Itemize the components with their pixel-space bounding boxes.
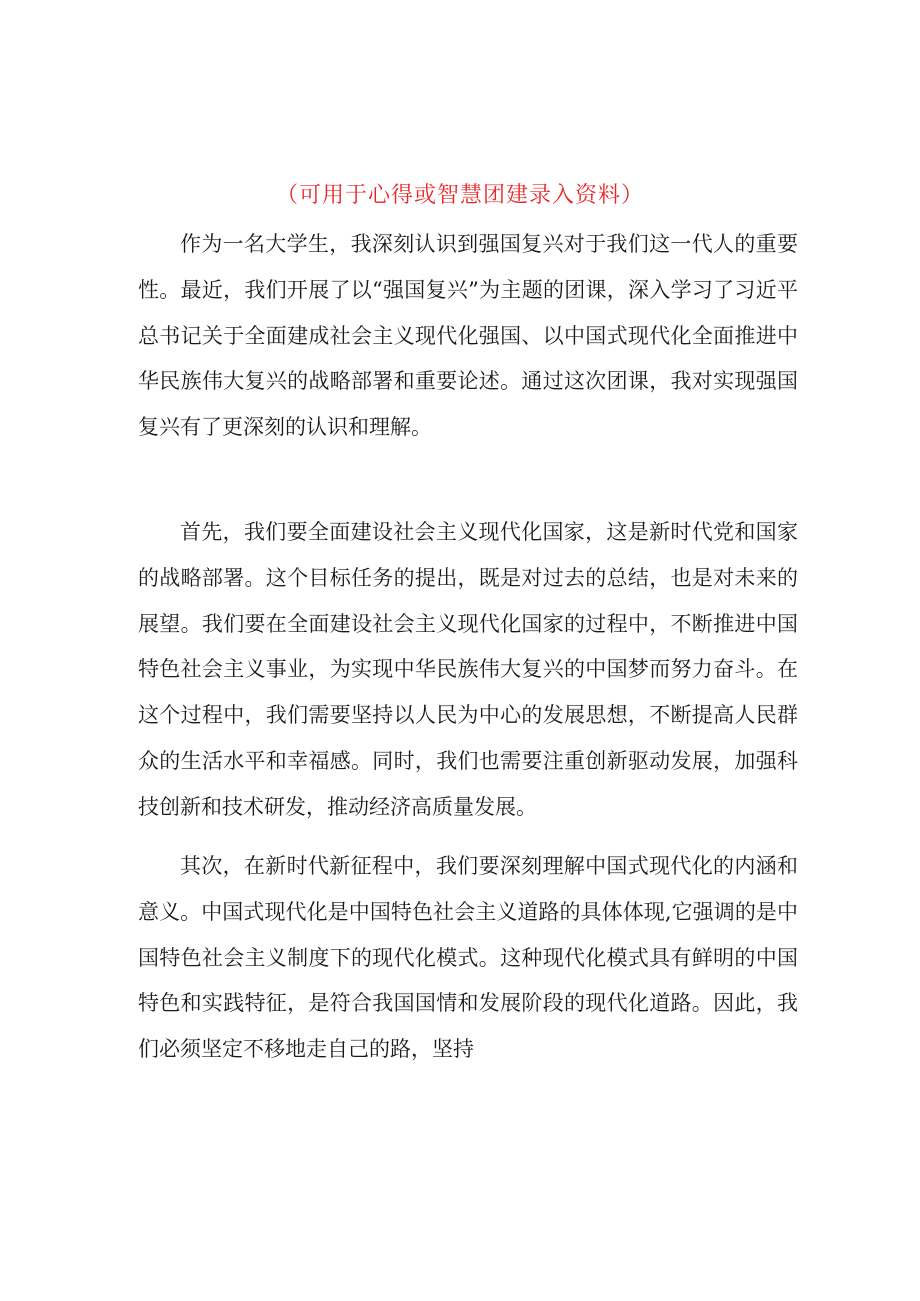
document-subtitle: （可用于心得或智慧团建录入资料） (275, 183, 644, 208)
body-paragraph-2: 首先，我们要全面建设社会主义现代化国家，这是新时代党和国家的战略部署。这个目标任务的提出，既是对过去的总结，也是对未来的展望。我们要在全面建设社会主义现代化国家的过程中，不断推进中国特色社会主义事业，为实现中华民族伟大复兴的中国梦而努力奋斗。在这个过程中，我们需要坚持以人民为中心的发展思想，不断提高人民群众的生活水平和幸福感。同时，我们也需要注重创新驱动发展，加强科技创新和技术研发，推动经济高质量发展。 (138, 520, 798, 819)
body-paragraph-3: 其次，在新时代新征程中，我们要深刻理解中国式现代化的内涵和意义。中国式现代化是中国特色社会主义道路的具体体现,它强调的是中国特色社会主义制度下的现代化模式。这种现代化模式具有鲜明的中国特色和实践特征，是符合我国国情和发展阶段的现代化道路。因此，我们必须坚定不移地走自己的路，坚持 (138, 854, 798, 1062)
body-paragraph-1: 作为一名大学生，我深刻认识到强国复兴对于我们这一代人的重要性。最近，我们开展了以“强国复兴”为主题的团课，深入学习了习近平总书记关于全面建成社会主义现代化强国、以中国式现代化全面推进中华民族伟大复兴的战略部署和重要论述。通过这次团课，我对实现强国复兴有了更深刻的认识和理解。 (138, 232, 798, 440)
